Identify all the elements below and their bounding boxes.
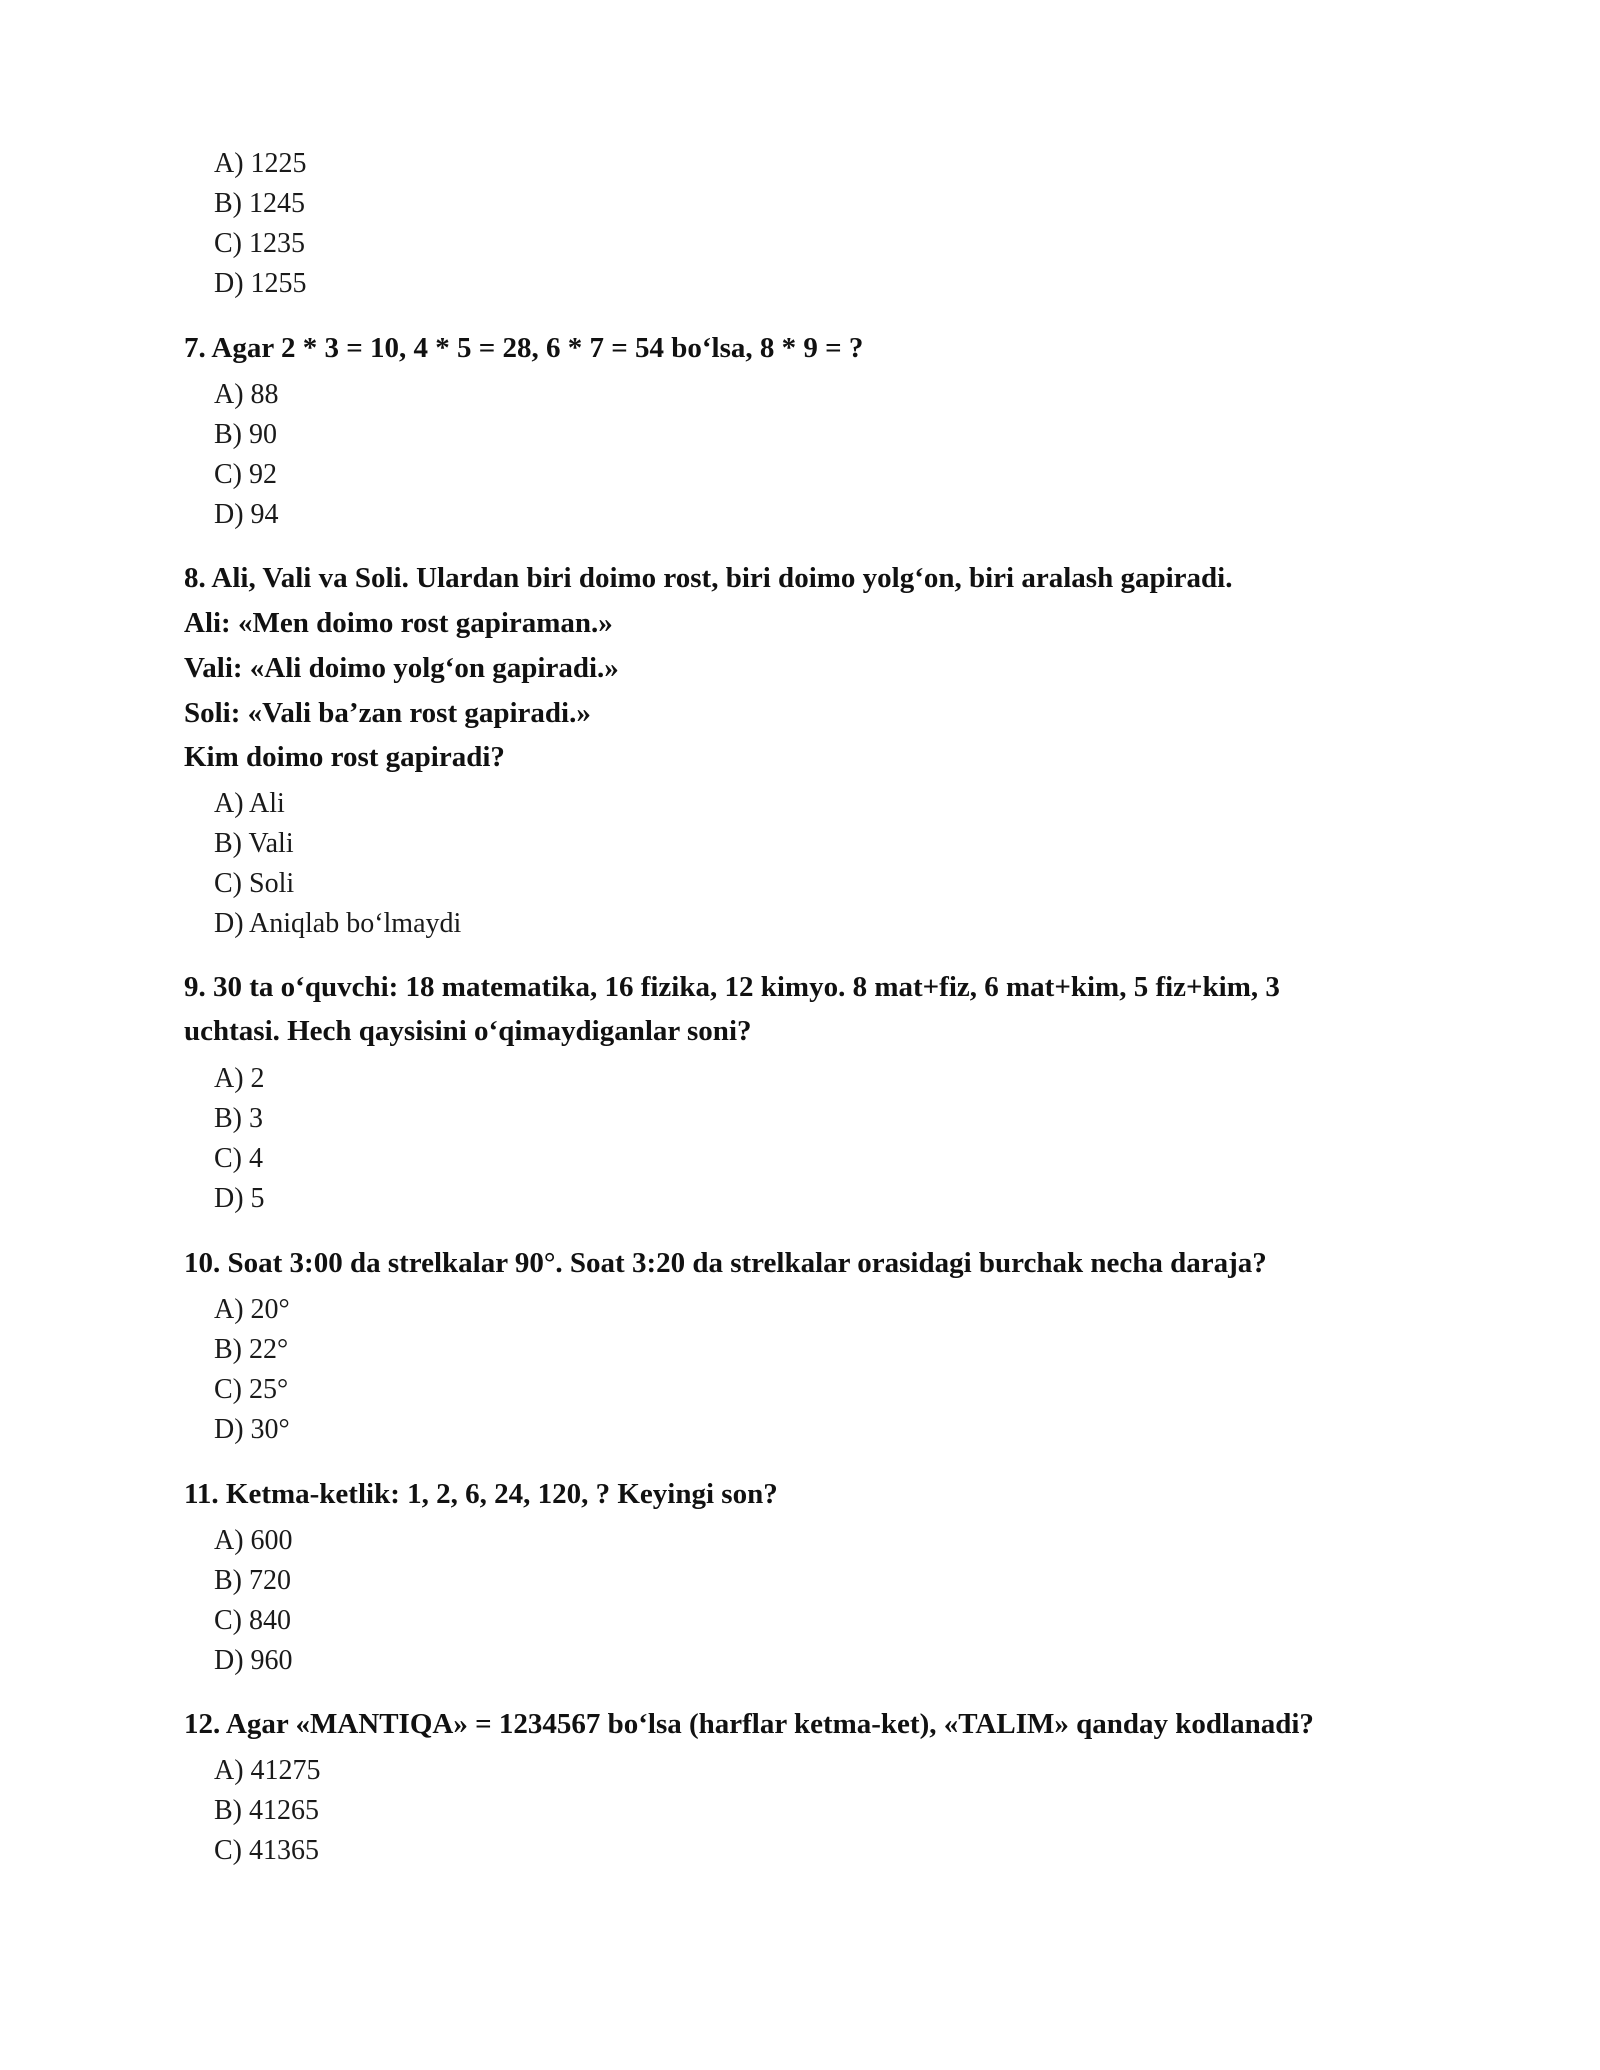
option-c: C) 4 [214, 1143, 263, 1174]
question-text: Soli: «Vali ba’zan rost gapiradi.» [184, 697, 591, 729]
question-text: Kim doimo rost gapiradi? [184, 741, 505, 773]
option-c: C) 92 [214, 459, 277, 490]
question-text: 10. Soat 3:00 da strelkalar 90°. Soat 3:20 da strelkalar orasidagi burchak necha daraja? [184, 1247, 1267, 1279]
option-d: D) 30° [214, 1414, 290, 1445]
option-b: B) 90 [214, 419, 277, 450]
option-d: D) 5 [214, 1183, 265, 1214]
option-b: B) 41265 [214, 1795, 319, 1826]
option-d: D) 1255 [214, 268, 307, 299]
option-a: A) 20° [214, 1294, 290, 1325]
option-b: B) 1245 [214, 188, 305, 219]
option-b: B) Vali [214, 828, 294, 859]
question-text: 8. Ali, Vali va Soli. Ulardan biri doimo rost, biri doimo yolg‘on, biri aralash gapiradi. [184, 562, 1233, 594]
question-text: 7. Agar 2 * 3 = 10, 4 * 5 = 28, 6 * 7 = 54 bo‘lsa, 8 * 9 = ? [184, 332, 864, 364]
question-text: 9. 30 ta o‘quvchi: 18 matematika, 16 fizika, 12 kimyo. 8 mat+fiz, 6 mat+kim, 5 fiz+kim, 3 [184, 971, 1280, 1003]
option-b: B) 720 [214, 1565, 291, 1596]
option-a: A) 2 [214, 1063, 265, 1094]
question-text: Vali: «Ali doimo yolg‘on gapiradi.» [184, 652, 619, 684]
option-b: B) 22° [214, 1334, 289, 1365]
option-a: A) 600 [214, 1525, 293, 1556]
option-a: A) 88 [214, 379, 279, 410]
question-text: 11. Ketma-ketlik: 1, 2, 6, 24, 120, ? Keyingi son? [184, 1478, 778, 1510]
option-d: D) Aniqlab bo‘lmaydi [214, 908, 462, 939]
option-c: C) 1235 [214, 228, 305, 259]
option-a: A) 41275 [214, 1755, 321, 1786]
option-a: A) 1225 [214, 148, 307, 179]
option-d: D) 960 [214, 1645, 293, 1676]
question-text: Ali: «Men doimo rost gapiraman.» [184, 607, 613, 639]
option-b: B) 3 [214, 1103, 263, 1134]
option-c: C) Soli [214, 868, 295, 899]
question-text: 12. Agar «MANTIQA» = 1234567 bo‘lsa (harflar ketma-ket), «TALIM» qanday kodlanadi? [184, 1708, 1314, 1740]
option-d: D) 94 [214, 499, 279, 530]
option-c: C) 41365 [214, 1835, 319, 1866]
option-a: A) Ali [214, 788, 285, 819]
question-text: uchtasi. Hech qaysisini o‘qimaydiganlar soni? [184, 1015, 752, 1047]
option-c: C) 25° [214, 1374, 289, 1405]
option-c: C) 840 [214, 1605, 291, 1636]
